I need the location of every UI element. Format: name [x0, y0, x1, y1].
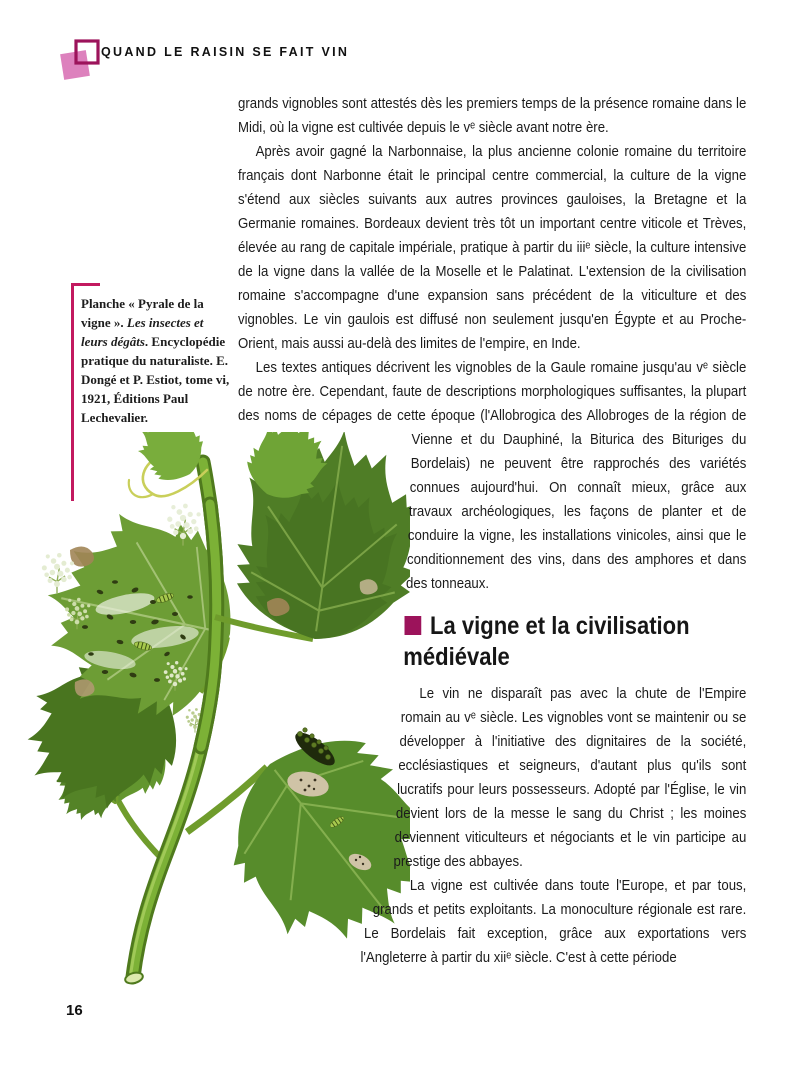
- chapter-squares-icon: [56, 28, 104, 84]
- caption-text-italic: Les insectes et leurs dégâts: [81, 315, 204, 349]
- section-heading-text: La vigne et la civilisation médiévale: [403, 612, 690, 671]
- article-text: [238, 92, 746, 976]
- caption-text-1: Planche « Pyrale de la vigne ».: [81, 296, 204, 330]
- caption-bracket-top: [71, 283, 100, 286]
- text-wrap-spacer: [238, 356, 414, 976]
- running-head: QUAND LE RAISIN SE FAIT VIN: [101, 45, 350, 59]
- caption-text-2: . Encyclopédie pratique du naturaliste. E. Dongé et P. Estiot, tome vi, 1921, Éditions Paul Lechevalier.: [81, 334, 230, 425]
- paragraph: grands vignobles sont attestés dès les premiers temps de la présence romaine dans le Midi, où la vigne est cultivée depuis le vᵉ siècle avant notre ère.: [238, 95, 747, 136]
- paragraph: Après avoir gagné la Narbonnaise, la plus ancienne colonie romaine du territoire français dont Narbonne était le principal centre commercial, la culture de la vigne s'étend aux siècles suivants aux autres provinces gauloises, la Bretagne et la Germanie romaines. Bordeaux devient très tôt un important centre viticole et Trèves, élevée au rang de capitale impériale, pratique à partir du iiiᵉ siècle, la culture intensive de la vigne dans la vallée de la Moselle et le Palatinat. L'extension de la civilisation romaine s'accompagne d'une expansion sans précédent de la viticulture et des vignobles. Le vin gaulois est diffusé non seulement jusqu'en Égypte et au Proche-Orient, mais aussi au-delà des limites de l'empire, en Inde.: [238, 143, 747, 352]
- paragraph: Les textes antiques décrivent les vignobles de la Gaule romaine jusqu'au vᵉ siècle de notre ère. Cependant, faute de descriptions morphologiques suffisantes, la plupart des noms de cépages de cette époque (l'Allobrogica des Allobroges de la région de Vienne et du Dauphiné, la Biturica des Bituriges du Bordelais) ne peuvent être rapprochés des variétés connues aujourd'hui. On connaît mieux, grâce aux travaux archéologiques, les façons de planter et de conduire la vigne, les installations vinicoles, ainsi que le conditionnement des vins, dans des amphores et dans des tonneaux.: [238, 359, 747, 592]
- page-number: 16: [66, 1002, 83, 1019]
- heading-square-bullet: [405, 616, 422, 635]
- figure-caption: [81, 294, 232, 427]
- paragraph: La vigne est cultivée dans toute l'Europe, et par tous, grands et petits exploitants. La monoculture régionale est rare. Le Bordelais fait exception, grâce aux exportations vers l'Angleterre à partir du xiiᵉ siècle. C'est à cette période: [360, 877, 747, 966]
- paragraph: Le vin ne disparaît pas avec la chute de l'Empire romain au vᵉ siècle. Les vignobles vont se maintenir ou se développer à l'initiative des dignitaires de la société, ecclésiastiques et seigneurs, d'autant plus qu'ils sont lucratifs pour leurs possesseurs. Adopté par l'Église, le vin devient lors de la messe le sang du Christ ; les moines deviennent viticulteurs et négociants et le vin participe au prestige des abbayes.: [393, 685, 747, 870]
